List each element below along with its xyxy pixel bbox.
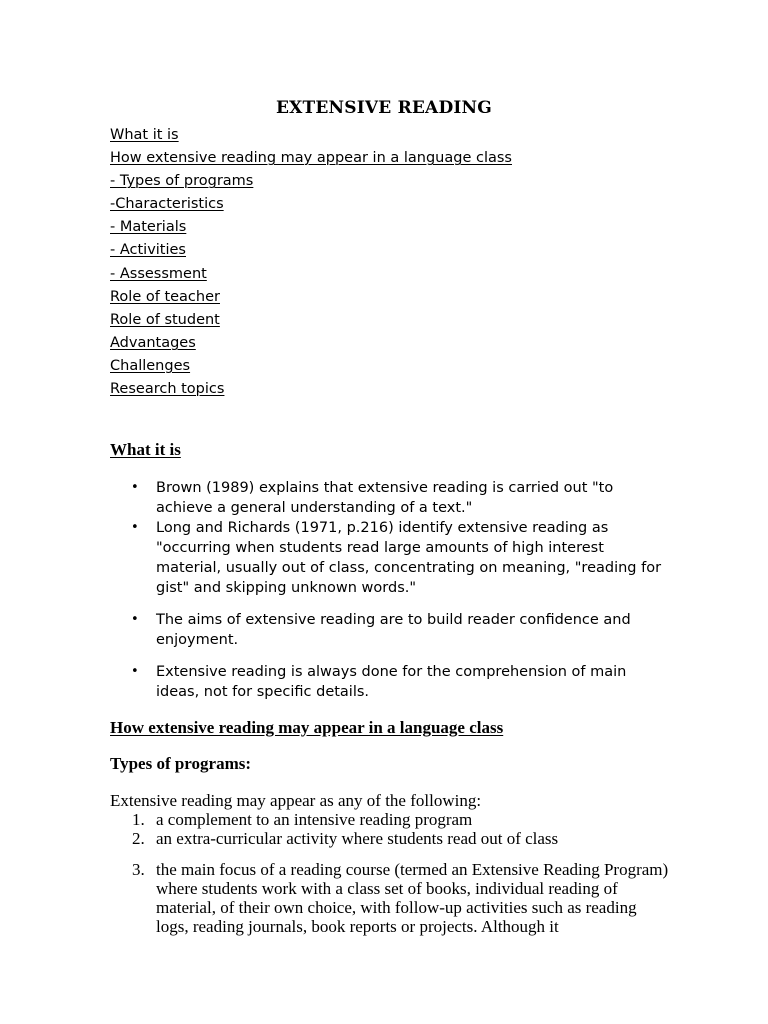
bullet-text: Brown (1989) explains that extensive reading is carried out "to achieve a general understanding of a text." [156,480,614,516]
toc-link-assessment[interactable]: - Assessment [110,265,207,282]
toc-link-what-it-is[interactable]: What it is [110,127,179,143]
what-it-is-bullet-list [110,478,670,702]
list-item [110,518,670,598]
list-item-text: the main focus of a reading course (termed an Extensive Reading Program) where students work with a class set of books, individual reading of material, of their own choice, with follow-up activities such as reading logs, reading journals, book reports or projects. Although it [156,860,669,936]
toc-item[interactable] [110,124,512,147]
toc-link-research-topics[interactable]: Research topics [110,381,225,398]
bullet-icon: • [131,612,139,627]
list-item [110,662,670,702]
toc-item[interactable] [110,332,512,355]
toc-link-types-of-programs[interactable]: - Types of programs [110,173,254,190]
list-item [110,478,670,518]
bullet-text: Extensive reading is always done for the comprehension of main ideas, not for specific details. [156,664,627,700]
bullet-icon: • [131,480,139,495]
table-of-contents [110,124,512,401]
toc-item[interactable] [110,147,512,170]
list-item [110,610,670,650]
toc-link-role-of-teacher[interactable]: Role of teacher [110,288,220,305]
subheading-types-of-programs: Types of programs: [110,754,252,773]
toc-item[interactable] [110,286,512,309]
list-number: 1. [132,810,145,829]
toc-link-advantages[interactable]: Advantages [110,334,196,351]
bullet-icon: • [131,520,139,535]
toc-item[interactable] [110,309,512,332]
bullet-text: The aims of extensive reading are to build reader confidence and enjoyment. [156,612,631,648]
toc-item[interactable] [110,239,512,262]
toc-item[interactable] [110,263,512,286]
list-number: 2. [132,829,145,848]
toc-link-characteristics[interactable]: -Characteristics [110,196,224,213]
section-heading-what-it-is: What it is [110,440,181,459]
list-item [110,810,670,829]
toc-link-challenges[interactable]: Challenges [110,357,191,374]
toc-item[interactable] [110,355,512,378]
list-item-text: an extra-curricular activity where students read out of class [156,829,559,848]
bullet-text: Long and Richards (1971, p.216) identify extensive reading as "occurring when students read large amounts of high interest material, usually out of class, concentrating on meaning, "reading for gist" and skipping unknown words." [156,520,662,596]
program-types-list [110,810,670,936]
toc-link-activities[interactable]: - Activities [110,242,186,259]
toc-link-how-extensive-reading[interactable]: How extensive reading may appear in a language class [110,150,512,167]
list-number: 3. [132,860,145,879]
intro-paragraph: Extensive reading may appear as any of the following: [110,791,482,810]
toc-link-materials[interactable]: - Materials [110,219,187,236]
list-item [110,860,670,936]
toc-item[interactable] [110,193,512,216]
list-item [110,829,670,848]
bullet-icon: • [131,664,139,679]
document-title: EXTENSIVE READING [275,98,493,118]
toc-link-role-of-student[interactable]: Role of student [110,311,220,328]
list-item-text: a complement to an intensive reading program [156,810,473,829]
toc-item[interactable] [110,216,512,239]
toc-item[interactable] [110,378,512,401]
section-heading-how-extensive-reading: How extensive reading may appear in a language class [110,718,504,737]
toc-item[interactable] [110,170,512,193]
